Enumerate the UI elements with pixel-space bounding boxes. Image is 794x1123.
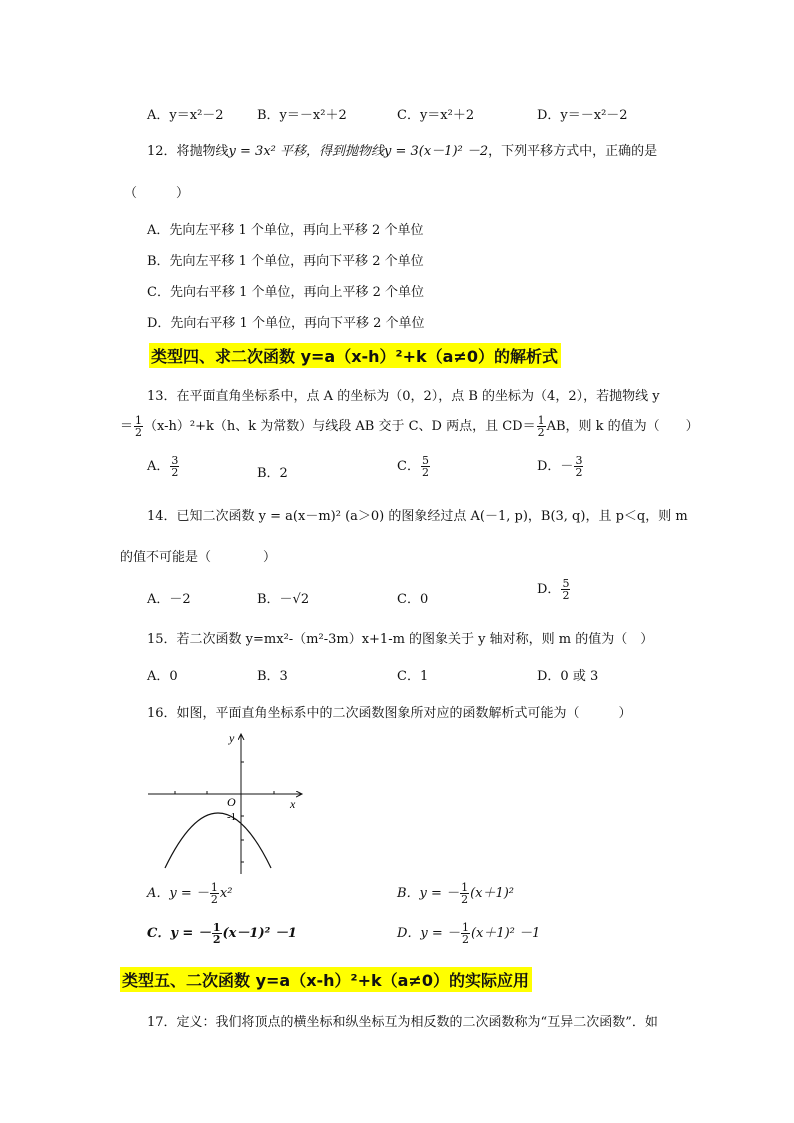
q16-option-c [147, 922, 297, 945]
q13-option-d-fraction [574, 455, 583, 478]
q13-c-num: 5 [421, 454, 429, 467]
q11-option-c: C．y＝x²＋2 [397, 108, 475, 123]
q13-line2-pre: ＝ [120, 419, 134, 434]
q14-d-num: 5 [562, 577, 570, 590]
q12-option-b: B．先向左平移 1 个单位，再向下平移 2 个单位 [147, 254, 424, 269]
q12-eq1: y = 3x² 平移，得到抛物线 [228, 144, 384, 159]
q13-half-num-2: 1 [537, 414, 545, 427]
q16-c-num: 1 [212, 921, 221, 934]
q13-option-d [537, 455, 584, 478]
q13-option-a-label: A． [147, 459, 170, 474]
q16-d-num: 1 [461, 921, 469, 934]
q16-c-post: (x－1)² －1 [222, 926, 297, 941]
q14-option-b: B．－√2 [257, 592, 310, 607]
q15-option-a: A．0 [147, 669, 178, 684]
q16-a-pre: A．y = － [147, 886, 209, 901]
q13-line2 [120, 415, 699, 438]
q16-d-post: (x＋1)² －1 [470, 926, 541, 941]
q12-stem-pre: 12．将抛物线 [147, 144, 229, 159]
q14-option-d [537, 578, 571, 601]
q16-a-post: x² [219, 886, 233, 901]
section5-heading: 类型五、二次函数 y=a（x-h）²+k（a≠0）的实际应用 [120, 967, 532, 992]
q16-b-pre: B．y = － [397, 886, 460, 901]
q16-a-den: 2 [210, 893, 218, 906]
q13-line1: 13．在平面直角坐标系中，点 A 的坐标为（0，2），点 B 的坐标为（4，2），若抛物线 y [147, 389, 660, 404]
q13-half-den: 2 [135, 426, 143, 439]
q13-half-fraction [134, 415, 143, 438]
q13-half-num: 1 [135, 414, 143, 427]
q12-option-c: C．先向右平移 1 个单位，再向上平移 2 个单位 [147, 285, 425, 300]
q11-option-a: A．y＝x²－2 [147, 108, 224, 123]
q16-a-fraction [210, 882, 219, 905]
q13-d-num: 3 [575, 454, 583, 467]
q12-option-a: A．先向左平移 1 个单位，再向上平移 2 个单位 [147, 223, 424, 238]
q14-option-c: C．0 [397, 592, 429, 607]
q16-d-den: 2 [461, 933, 469, 946]
q14-d-den: 2 [562, 589, 570, 602]
q11-option-d: D．y＝－x²－2 [537, 108, 628, 123]
q16-b-num: 1 [461, 881, 469, 894]
q16-stem: 16．如图，平面直角坐标系中的二次函数图象所对应的函数解析式可能为（ ） [147, 706, 632, 721]
y-axis-label: y [229, 731, 235, 745]
q16-option-b [397, 882, 514, 905]
q13-option-b: B．2 [257, 466, 288, 481]
q13-half-fraction-2 [537, 415, 546, 438]
q16-d-fraction [461, 922, 470, 945]
q16-option-d [397, 922, 540, 945]
origin-label: O [227, 795, 236, 809]
q16-c-pre: C．y = － [147, 926, 211, 941]
q16-parabola-graph [140, 728, 310, 876]
q13-half-den-2: 2 [537, 426, 545, 439]
q13-option-c [397, 455, 431, 478]
q13-line2-post: AB，则 k 的值为（ ） [546, 419, 699, 434]
q13-line2-mid: （x-h）²+k（h、k 为常数）与线段 AB 交于 C、D 两点，且 CD＝ [144, 419, 536, 434]
q16-b-fraction [460, 882, 469, 905]
q14-line2: 的值不可能是（ ） [120, 550, 277, 565]
q15-option-d: D．0 或 3 [537, 669, 599, 684]
q14-option-a: A．－2 [147, 592, 191, 607]
q14-line1: 14．已知二次函数 y = a(x－m)² (a＞0) 的图象经过点 A(－1, p)，B(3, q)，且 p＜q，则 m [147, 509, 688, 524]
q12-stem-post: ，下列平移方式中，正确的是 [488, 144, 658, 159]
q15-option-c: C．1 [397, 669, 429, 684]
q13-option-d-label: D．－ [537, 459, 574, 474]
q13-a-num: 3 [171, 454, 179, 467]
q13-a-den: 2 [171, 466, 179, 479]
q12-stem [147, 140, 657, 159]
q12-option-d: D．先向右平移 1 个单位，再向下平移 2 个单位 [147, 316, 425, 331]
q12-paren: （ ） [124, 186, 190, 201]
q16-c-den: 2 [212, 933, 221, 946]
x-axis-label: x [290, 797, 296, 811]
q16-d-pre: D．y = － [397, 926, 460, 941]
q14-option-d-label: D． [537, 582, 561, 597]
q11-option-b: B．y＝－x²＋2 [257, 108, 347, 123]
q13-option-c-fraction [421, 455, 430, 478]
q16-b-post: (x＋1)² [470, 886, 515, 901]
q16-c-fraction [212, 922, 222, 945]
q16-option-a [147, 882, 232, 905]
section4-heading: 类型四、求二次函数 y=a（x-h）²+k（a≠0）的解析式 [149, 343, 561, 368]
q17-stem: 17．定义：我们将顶点的横坐标和纵坐标互为相反数的二次函数称为“互异二次函数”．如 [147, 1015, 658, 1030]
q15-option-b: B．3 [257, 669, 288, 684]
q13-option-a-fraction [170, 455, 179, 478]
q16-b-den: 2 [461, 893, 469, 906]
tick-label-neg1: -1 [227, 811, 237, 823]
q13-c-den: 2 [421, 466, 429, 479]
q15-stem: 15．若二次函数 y=mx²-（m²-3m）x+1-m 的图象关于 y 轴对称，则 m 的值为（ ） [147, 632, 654, 647]
q16-a-num: 1 [210, 881, 218, 894]
q13-option-c-label: C． [397, 459, 420, 474]
parabola-curve [165, 813, 271, 868]
q13-option-a [147, 455, 180, 478]
q13-d-den: 2 [575, 466, 583, 479]
q12-eq2: y = 3(x－1)² －2 [384, 144, 489, 159]
q14-option-d-fraction [561, 578, 570, 601]
